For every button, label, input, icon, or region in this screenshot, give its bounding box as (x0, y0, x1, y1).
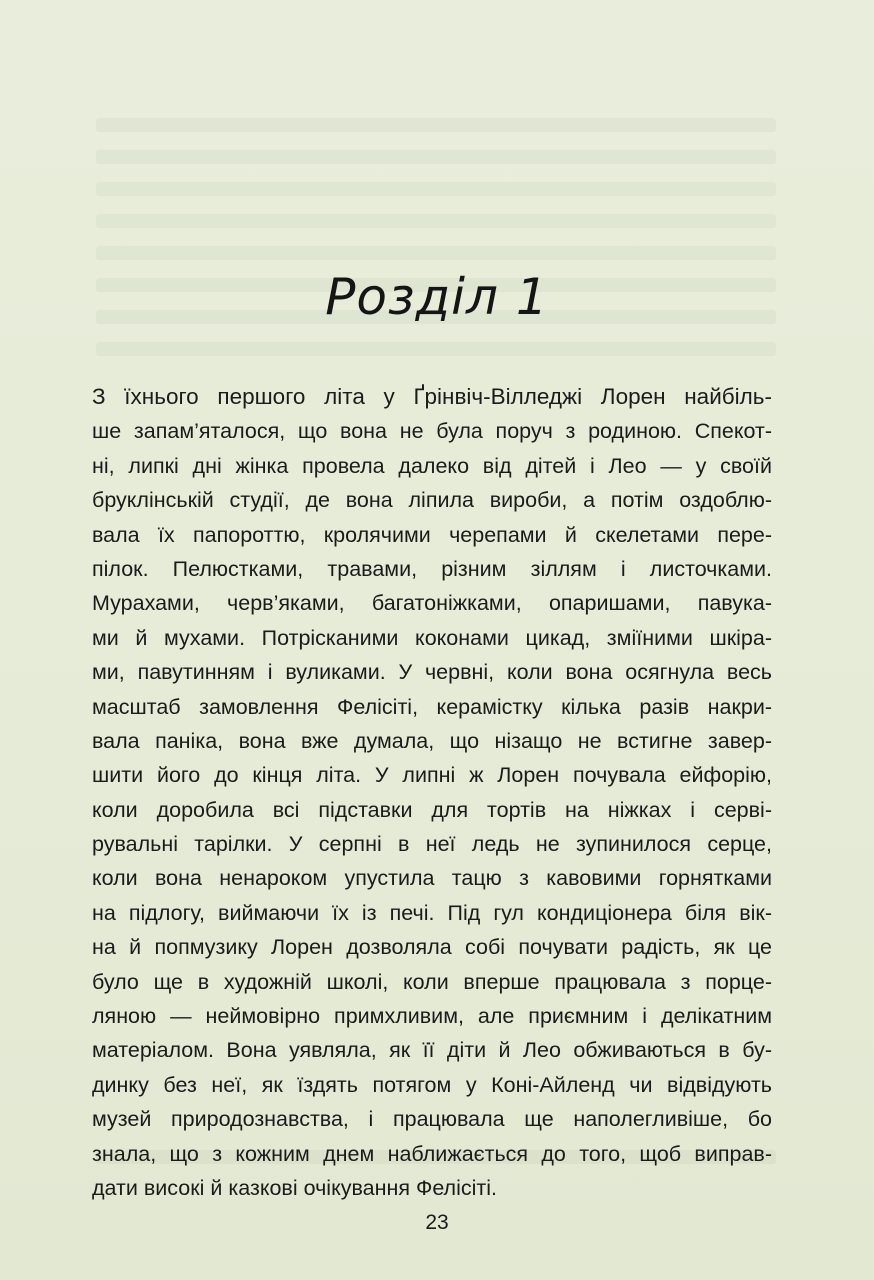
page-number: 23 (425, 1211, 449, 1234)
text-line: ми, павутинням і вуликами. У червні, коли вона осягнула весь (92, 660, 772, 685)
text-line: матеріалом. Вона уявляла, як її діти й Лео обживаються в бу- (92, 1038, 772, 1063)
text-line: З їхнього першого літа у Ґрінвіч-Вілледжі Лорен найбіль- (92, 384, 772, 409)
chapter-body (92, 380, 772, 1205)
text-line: динку без неї, як їздять потягом у Коні-Айленд чи відвідують (92, 1072, 772, 1097)
text-line: знала, що з кожним днем наближається до того, щоб виправ- (92, 1141, 772, 1166)
text-line: ні, липкі дні жінка провела далеко від дітей і Лео — у своїй (92, 453, 772, 478)
text-line: було ще в художній школі, коли вперше працювала з порце- (92, 969, 772, 994)
text-line: пілок. Пелюстками, травами, різним зіллям і листочками. (92, 556, 772, 581)
text-line: на й попмузику Лорен дозволяла собі почувати радість, як це (92, 935, 772, 960)
text-line: масштаб замовлення Фелісіті, керамістку кілька разів накри- (92, 694, 772, 719)
text-line: музей природознавства, і працювала ще наполегливіше, бо (92, 1107, 772, 1132)
show-through-line (96, 214, 776, 228)
show-through-line (96, 182, 776, 196)
text-line: ляною — неймовірно примхливим, але приємним і делікатним (92, 1004, 772, 1029)
text-line: шити його до кінця літа. У липні ж Лорен почувала ейфорію, (92, 763, 772, 788)
text-line: бруклінській студії, де вона ліпила вироби, а потім оздоблю- (92, 488, 772, 513)
text-line: коли вона ненароком упустила тацю з кавовими горнятками (92, 866, 772, 891)
text-line: ше запам’яталося, що вона не була поруч з родиною. Спекот- (92, 419, 772, 444)
text-line: вала їх папороттю, кролячими черепами й скелетами пере- (92, 522, 772, 547)
text-line: рувальні тарілки. У серпні в неї ледь не зупинилося серце, (92, 832, 772, 857)
show-through-line (96, 150, 776, 164)
chapter-title: Розділ 1 (325, 268, 549, 326)
text-line: Мурахами, черв’яками, багатоніжками, опаришами, павука- (92, 591, 772, 616)
show-through-line (96, 342, 776, 356)
show-through-line (96, 118, 776, 132)
text-line: дати високі й казкові очікування Фелісіті. (92, 1175, 498, 1200)
text-line: коли доробила всі підставки для тортів на ніжках і серві- (92, 797, 772, 822)
text-line: на підлогу, виймаючи їх із печі. Під гул кондиціонера біля вік- (92, 900, 772, 925)
show-through-line (96, 246, 776, 260)
text-line: вала паніка, вона вже думала, що нізащо не встигне завер- (92, 728, 772, 753)
text-line: ми й мухами. Потрісканими коконами цикад, зміїними шкіра- (92, 625, 772, 650)
